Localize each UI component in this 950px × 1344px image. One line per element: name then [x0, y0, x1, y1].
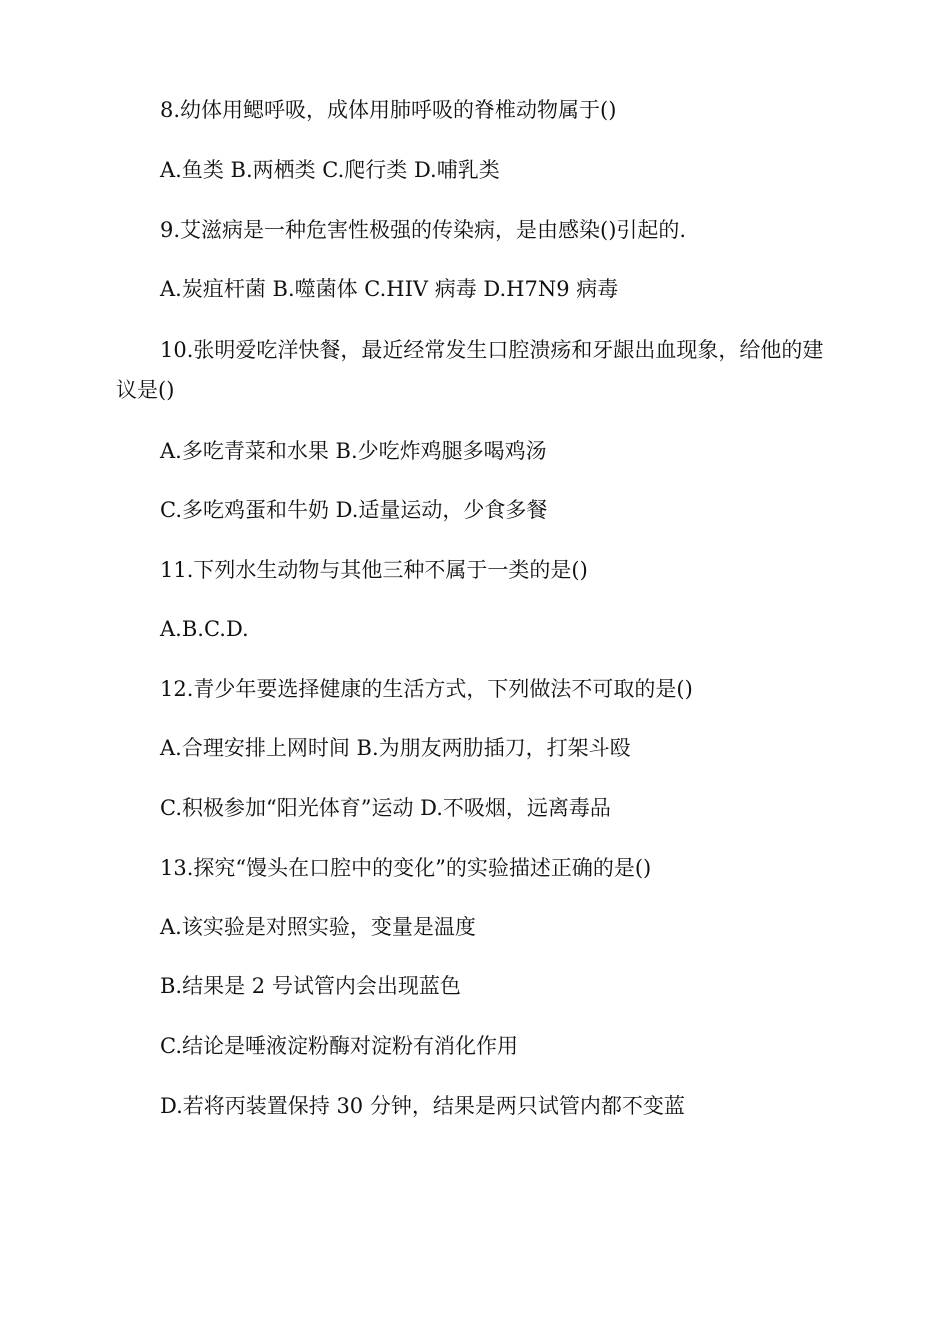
question-13-option-a: A.该实验是对照实验，变量是温度 [160, 915, 476, 939]
question-12-options-cd: C.积极参加“阳光体育”运动 D.不吸烟，远离毒品 [160, 796, 611, 820]
question-12: 12.青少年要选择健康的生活方式，下列做法不可取的是() [160, 677, 693, 701]
question-12-options-ab: A.合理安排上网时间 B.为朋友两肋插刀，打架斗殴 [160, 736, 631, 760]
question-8-options: A.鱼类 B.两栖类 C.爬行类 D.哺乳类 [160, 158, 500, 182]
question-10-options-ab: A.多吃青菜和水果 B.少吃炸鸡腿多喝鸡汤 [160, 439, 547, 463]
question-13-option-d: D.若将丙装置保持 30 分钟，结果是两只试管内都不变蓝 [160, 1094, 685, 1118]
question-10-options-cd: C.多吃鸡蛋和牛奶 D.适量运动，少食多餐 [160, 498, 548, 522]
question-10: 10.张明爱吃洋快餐，最近经常发生口腔溃疡和牙龈出血现象，给他的建议是() [116, 338, 824, 402]
question-13-option-c: C.结论是唾液淀粉酶对淀粉有消化作用 [160, 1034, 518, 1058]
question-13: 13.探究“馒头在口腔中的变化”的实验描述正确的是() [160, 856, 652, 880]
question-11: 11.下列水生动物与其他三种不属于一类的是() [160, 558, 588, 582]
question-9: 9.艾滋病是一种危害性极强的传染病，是由感染()引起的. [160, 218, 687, 242]
question-13-option-b: B.结果是 2 号试管内会出现蓝色 [160, 974, 461, 998]
question-9-options: A.炭疽杆菌 B.噬菌体 C.HIV 病毒 D.H7N9 病毒 [160, 277, 619, 301]
question-11-options: A.B.C.D. [160, 617, 249, 641]
question-8: 8.幼体用鳃呼吸，成体用肺呼吸的脊椎动物属于() [160, 98, 617, 122]
